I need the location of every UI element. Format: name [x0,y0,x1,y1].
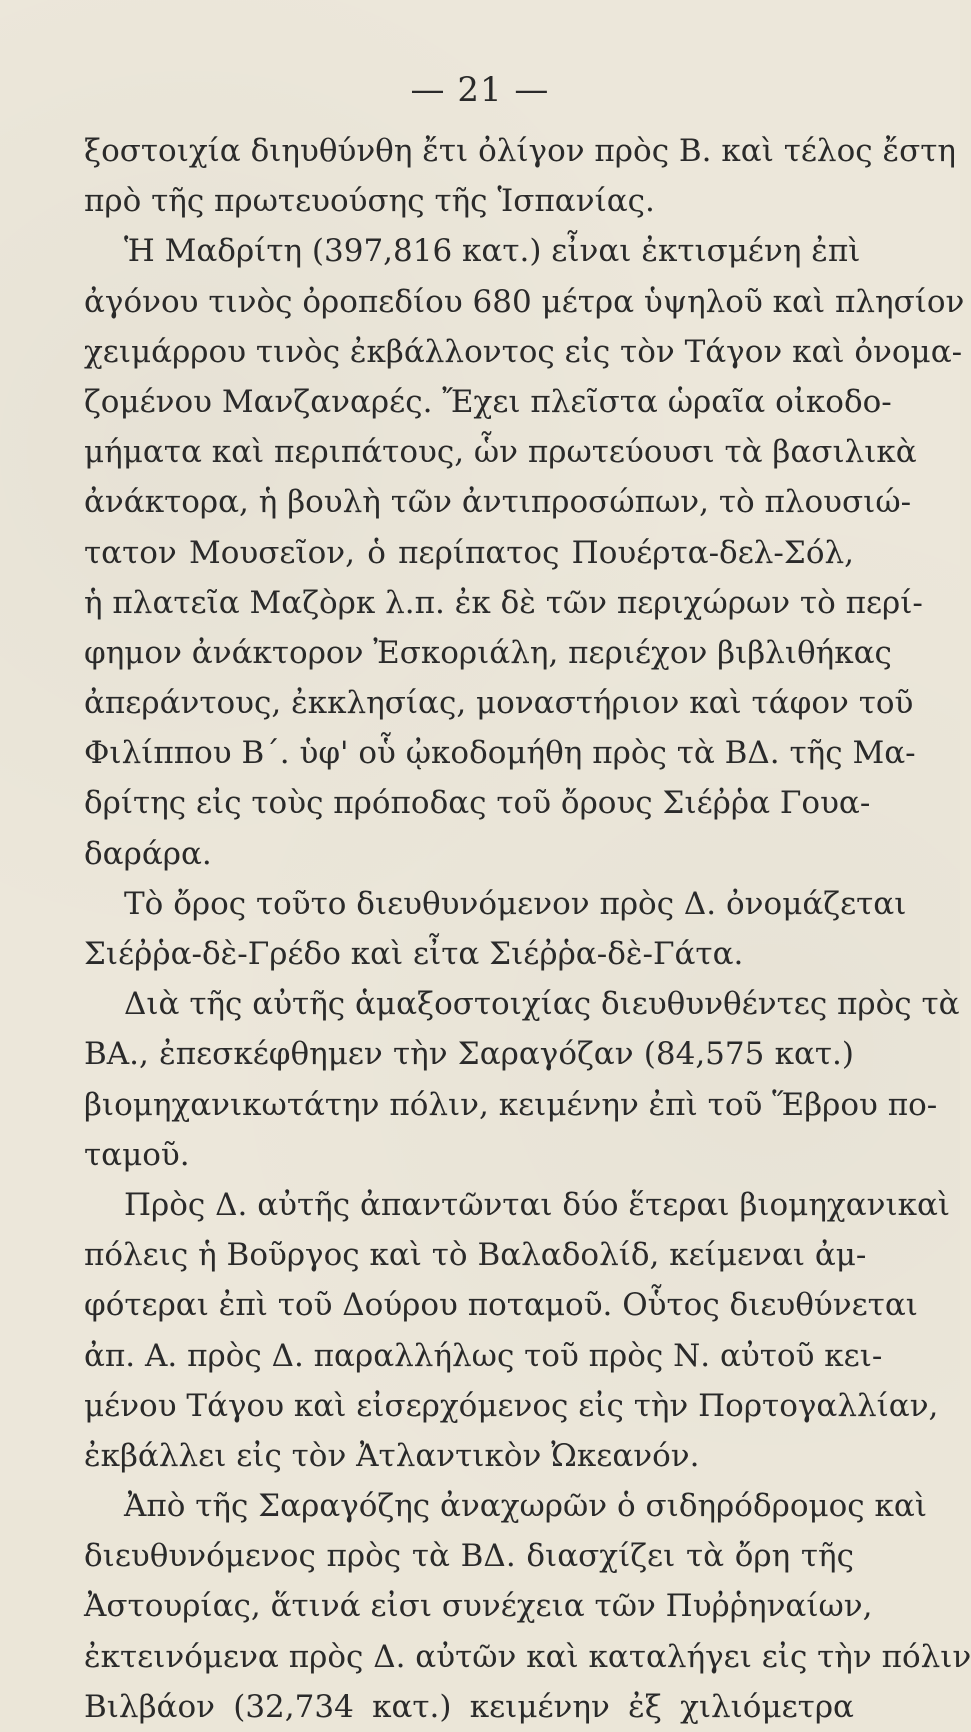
text-line: ἀγόνου τινὸς ὀροπεδίου 680 μέτρα ὑψηλοῦ καὶ πλησίον [84,283,965,320]
text-line: ξοστοιχία διηυθύνθη ἔτι ὀλίγον πρὸς Β. καὶ τέλος ἔστη [84,133,956,169]
text-line: Πρὸς Δ. αὐτῆς ἀπαντῶνται δύο ἕτεραι βιομηχανικαὶ [124,1186,951,1223]
text-line: πόλεις ἡ Βοῦργος καὶ τὸ Βαλαδολίδ, κείμεναι ἀμ- [84,1237,867,1274]
text-line: βιομηχανικωτάτην πόλιν, κειμένην ἐπὶ τοῦ Ἕβρου πο- [84,1086,938,1123]
text-line: ΒΑ., ἐπεσκέφθημεν τὴν Σαραγόζαν (84,575 κατ.) [84,1036,854,1073]
text-line: ζομένου Μανζαναρές. Ἔχει πλεῖστα ὡραῖα οἰκοδο- [84,383,892,420]
page-number: — 21 — [410,70,550,110]
text-line: ἀπ. Α. πρὸς Δ. παραλλήλως τοῦ πρὸς Ν. αὐτοῦ κει- [84,1337,883,1374]
text-line: Ἡ Μαδρίτη (397,816 κατ.) εἶναι ἐκτισμένη ἐπὶ [124,233,861,270]
text-line: ἐκβάλλει εἰς τὸν Ἀτλαντικὸν Ὠκεανόν. [84,1437,700,1474]
body-text [84,126,971,1732]
text-line: διευθυνόμενος πρὸς τὰ ΒΔ. διασχίζει τὰ ὄρη τῆς [84,1538,854,1575]
text-line: ταμοῦ. [84,1136,190,1173]
text-line: ἡ πλατεῖα Μαζὸρκ λ.π. ἐκ δὲ τῶν περιχώρων τὸ περί- [84,584,923,621]
text-line: τατον Μουσεῖον, ὁ περίπατος Πουέρτα-δελ-Σόλ, [84,534,854,571]
text-line: ἐκτεινόμενα πρὸς Δ. αὐτῶν καὶ καταλήγει εἰς τὴν πόλιν [84,1638,971,1675]
text-line: χειμάρρου τινὸς ἐκβάλλοντος εἰς τὸν Τάγον καὶ ὀνομα- [84,333,963,370]
text-line: μήματα καὶ περιπάτους, ὧν πρωτεύουσι τὰ βασιλικὰ [84,434,917,471]
text-line: φημον ἀνάκτορον Ἐσκοριάλη, περιέχον βιβλιθήκας [84,634,892,671]
text-line: μένου Τάγου καὶ εἰσερχόμενος εἰς τὴν Πορτογαλλίαν, [84,1387,939,1424]
text-line: φότεραι ἐπὶ τοῦ Δούρου ποταμοῦ. Οὗτος διευθύνεται [84,1287,918,1324]
text-line: Τὸ ὄρος τοῦτο διευθυνόμενον πρὸς Δ. ὀνομάζεται [124,885,907,922]
text-line: πρὸ τῆς πρωτευούσης τῆς Ἱσπανίας. [84,183,655,220]
text-line: ἀπεράντους, ἐκκλησίας, μοναστήριον καὶ τάφον τοῦ [84,685,914,722]
text-line: Βιλβάον (32,734 κατ.) κειμένην ἐξ χιλιόμετρα [84,1688,854,1725]
text-line: Ἀπὸ τῆς Σαραγόζης ἀναχωρῶν ὁ σιδηρόδρομος καὶ [124,1488,927,1525]
text-line: Διὰ τῆς αὐτῆς ἁμαξοστοιχίας διευθυνθέντες πρὸς τὰ [124,986,960,1023]
text-line: δαράρα. [84,835,212,872]
text-line: Ἀστουρίας, ἅτινά εἰσι συνέχεια τῶν Πυῤῥηναίων, [84,1588,873,1625]
text-line: δρίτης εἰς τοὺς πρόποδας τοῦ ὄρους Σιέῤῥα Γουα- [84,785,871,822]
text-line: ἀνάκτορα, ἡ βουλὴ τῶν ἀντιπροσώπων, τὸ πλουσιώ- [84,484,912,521]
text-line: Σιέῤῥα-δὲ-Γρέδο καὶ εἶτα Σιέῤῥα-δὲ-Γάτα. [84,936,744,972]
text-line: Φιλίππου Β΄. ὑφ' οὗ ᾠκοδομήθη πρὸς τὰ ΒΔ. τῆς Μα- [84,735,916,772]
